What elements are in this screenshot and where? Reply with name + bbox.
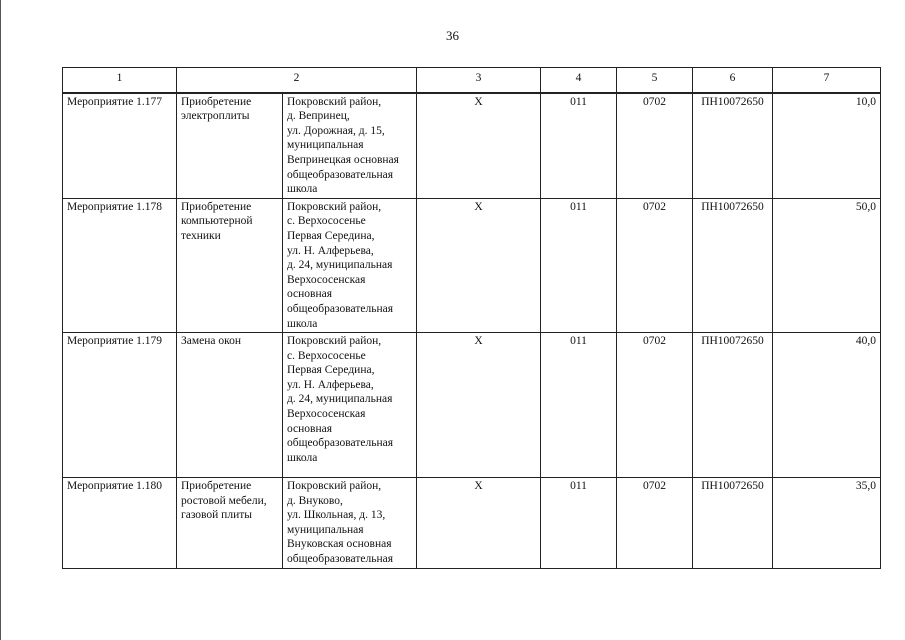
col3-cell: Х [417, 478, 541, 569]
address-cell [283, 93, 417, 199]
col4-cell: 011 [541, 478, 617, 569]
address-line: Верхососенская [287, 408, 366, 421]
address-line: ул. Н. Алферьева, [287, 244, 374, 257]
col3-cell: Х [417, 333, 541, 478]
address-line: Покровский район, [287, 95, 382, 108]
page-left-edge [0, 0, 1, 640]
address-line: д. 24, муниципальная [287, 259, 393, 272]
budget-table [62, 67, 881, 569]
col5-cell: 0702 [617, 333, 693, 478]
address-line: ул. Н. Алферьева, [287, 378, 374, 391]
address-line: Верхососенская [287, 273, 366, 286]
header-col-3: 3 [417, 68, 541, 93]
address-line: общеобразовательная [287, 168, 393, 181]
address-line: Первая Середина, [287, 364, 375, 377]
col4-cell: 011 [541, 93, 617, 199]
address-cell [283, 333, 417, 478]
address-line: с. Верхососенье [287, 215, 366, 228]
item-cell: Замена окон [177, 333, 283, 478]
col3-cell: Х [417, 93, 541, 199]
table-row [63, 333, 881, 478]
item-cell: Приобретение электроплиты [177, 93, 283, 199]
address-line: Покровский район, [287, 200, 382, 213]
address-line: ул. Дорожная, д. 15, [287, 124, 385, 137]
address-line: школа [287, 451, 318, 464]
header-col-2: 2 [177, 68, 417, 93]
address-line: Покровский район, [287, 480, 382, 493]
address-line: муниципальная [287, 139, 364, 152]
address-line: Внуковская основная [287, 538, 392, 551]
address-line: д. Вепринец, [287, 110, 350, 123]
col6-cell: ПН10072650 [693, 478, 773, 569]
event-cell: Мероприятие 1.177 [63, 93, 177, 199]
page-number: 36 [446, 28, 459, 43]
header-col-6: 6 [693, 68, 773, 93]
col6-cell: ПН10072650 [693, 198, 773, 332]
address-line: общеобразовательная [287, 437, 393, 450]
item-cell: Приобретение ростовой мебели, газовой плиты [177, 478, 283, 569]
address-line: Покровский район, [287, 335, 382, 348]
table-row [63, 198, 881, 332]
address-line: основная [287, 288, 333, 301]
address-line: основная [287, 422, 333, 435]
event-cell: Мероприятие 1.179 [63, 333, 177, 478]
event-cell: Мероприятие 1.180 [63, 478, 177, 569]
address-line: школа [287, 317, 318, 330]
address-line: с. Верхососенье [287, 349, 366, 362]
header-col-7: 7 [773, 68, 881, 93]
table-row [63, 93, 881, 199]
col6-cell: ПН10072650 [693, 93, 773, 199]
address-cell [283, 478, 417, 569]
address-cell [283, 198, 417, 332]
address-line: Вепринецкая основная [287, 153, 399, 166]
header-col-4: 4 [541, 68, 617, 93]
address-line: общеобразовательная [287, 553, 393, 566]
item-cell: Приобретение компьютерной техники [177, 198, 283, 332]
col4-cell: 011 [541, 333, 617, 478]
address-line: муниципальная [287, 523, 364, 536]
col7-cell: 40,0 [773, 333, 881, 478]
col7-cell: 10,0 [773, 93, 881, 199]
col4-cell: 011 [541, 198, 617, 332]
event-cell: Мероприятие 1.178 [63, 198, 177, 332]
table-row [63, 478, 881, 569]
col5-cell: 0702 [617, 478, 693, 569]
address-line: д. Внуково, [287, 494, 343, 507]
address-line: общеобразовательная [287, 302, 393, 315]
col6-cell: ПН10072650 [693, 333, 773, 478]
address-line: ул. Школьная, д. 13, [287, 509, 386, 522]
table-header-row [63, 68, 881, 93]
address-line: д. 24, муниципальная [287, 393, 393, 406]
col7-cell: 35,0 [773, 478, 881, 569]
col5-cell: 0702 [617, 198, 693, 332]
header-col-1: 1 [63, 68, 177, 93]
address-line: школа [287, 183, 318, 196]
address-line: Первая Середина, [287, 229, 375, 242]
col5-cell: 0702 [617, 93, 693, 199]
col3-cell: Х [417, 198, 541, 332]
header-col-5: 5 [617, 68, 693, 93]
col7-cell: 50,0 [773, 198, 881, 332]
